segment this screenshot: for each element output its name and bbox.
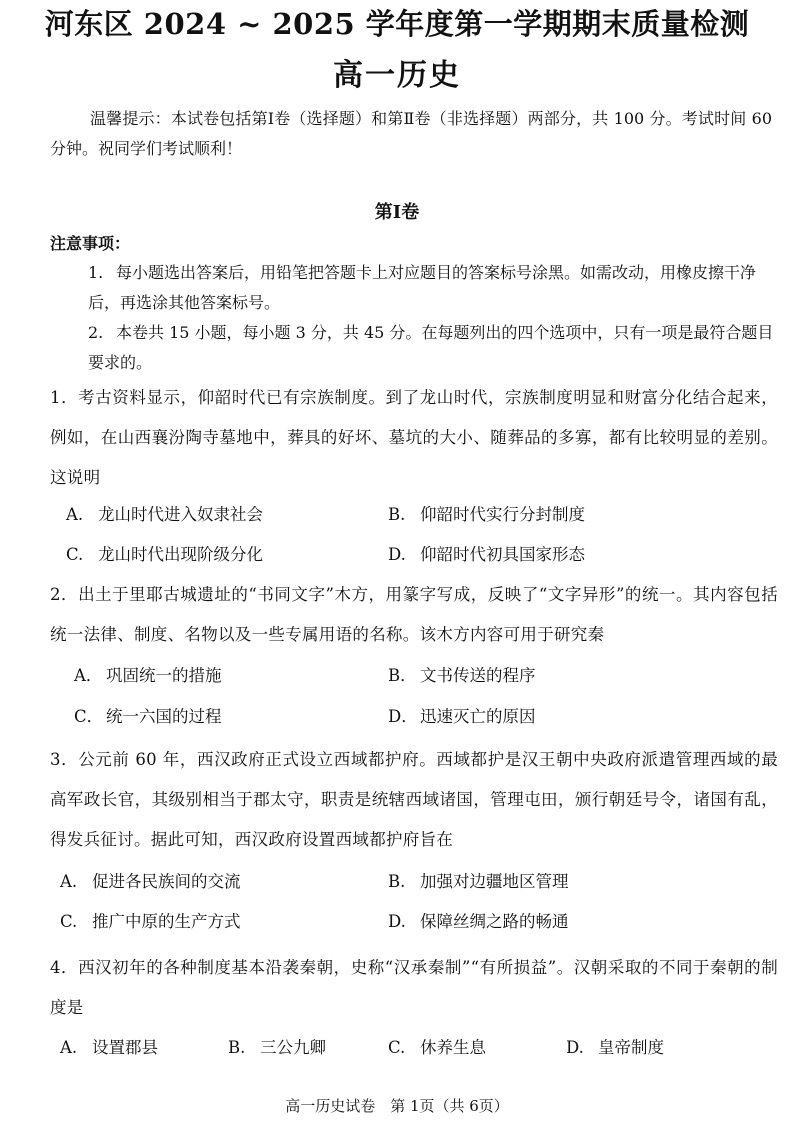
- option-letter: C.: [60, 912, 78, 931]
- option-text: 仰韶时代实行分封制度: [420, 505, 585, 524]
- option-letter: C．: [74, 707, 104, 726]
- option-letter: C.: [388, 1038, 406, 1057]
- notice-item: [88, 258, 776, 318]
- question-2-stem: 2．出土于里耶古城遗址的“书同文字”木方，用篆字写成，反映了“文字异形”的统一。其内容包括统一法律、制度、名物以及一些专属用语的名称。该木方内容可用于研究秦: [50, 585, 778, 644]
- question-1-option-d: [388, 543, 585, 567]
- option-letter: D.: [388, 912, 406, 931]
- option-letter: A.: [66, 505, 84, 524]
- option-text: 统一六国的过程: [106, 707, 222, 726]
- section-title: 第Ⅰ卷: [374, 202, 420, 223]
- question-3-stem: 3．公元前 60 年，西汉政府正式设立西域都护府。西域都护是汉王朝中央政府派遣管理西域的最高军政长官，其级别相当于郡太守，职责是统辖西域诸国，管理屯田，颁行朝廷号令，诸国有乱，得发兵征讨。据此可知，西汉政府设置西域都护府旨在: [50, 750, 778, 849]
- option-text: 保障丝绸之路的畅通: [420, 912, 569, 931]
- option-text: 迅速灭亡的原因: [420, 707, 536, 726]
- option-text: 加强对边疆地区管理: [420, 872, 569, 891]
- option-text: 三公九卿: [260, 1038, 326, 1057]
- option-text: 龙山时代进入奴隶社会: [98, 505, 263, 524]
- question-4-option-d: [566, 1036, 664, 1060]
- option-text: 推广中原的生产方式: [92, 912, 241, 931]
- question-2-option-c: [74, 705, 222, 729]
- option-letter: D．: [388, 707, 418, 726]
- question-1-option-a: [66, 503, 263, 527]
- option-letter: B.: [388, 872, 406, 891]
- question-3-option-b: [388, 870, 569, 894]
- question-4-option-b: [228, 1036, 326, 1060]
- subject-title: 高一历史: [333, 58, 461, 93]
- option-letter: A.: [60, 1038, 78, 1057]
- question-1-option-c: [66, 543, 263, 567]
- question-1-option-b: [388, 503, 585, 527]
- question-1-stem: 1．考古资料显示，仰韶时代已有宗族制度。到了龙山时代，宗族制度明显和财富分化结合起来，例如，在山西襄汾陶寺墓地中，葬具的好坏、墓坑的大小、随葬品的多寡，都有比较明显的差别。这说明: [50, 388, 778, 487]
- option-text: 休养生息: [420, 1038, 486, 1057]
- option-text: 文书传送的程序: [420, 666, 536, 685]
- option-text: 龙山时代出现阶级分化: [98, 545, 263, 564]
- option-text: 设置郡县: [92, 1038, 158, 1057]
- question-4-option-a: [60, 1036, 158, 1060]
- option-letter: B.: [228, 1038, 246, 1057]
- option-letter: B.: [388, 505, 406, 524]
- question-2-option-a: [74, 664, 222, 688]
- notice-item: [88, 318, 776, 378]
- option-text: 促进各民族间的交流: [92, 872, 241, 891]
- option-letter: D.: [388, 545, 406, 564]
- option-text: 皇帝制度: [598, 1038, 664, 1057]
- page-footer: 高一历史试卷 第 1页（共 6页）: [285, 1097, 509, 1115]
- notice-item-number: 2.: [88, 323, 104, 342]
- question-3-option-a: [60, 870, 241, 894]
- option-text: 巩固统一的措施: [106, 666, 222, 685]
- option-letter: D.: [566, 1038, 584, 1057]
- question-2-option-b: [388, 664, 536, 688]
- option-letter: C.: [66, 545, 84, 564]
- notice-item-number: 1.: [88, 263, 104, 282]
- option-letter: A.: [60, 872, 78, 891]
- question-4-option-c: [388, 1036, 486, 1060]
- notice-heading: 注意事项：: [50, 234, 131, 253]
- notice-item-text: 本卷共 15 小题，每小题 3 分，共 45 分。在每题列出的四个选项中，只有一项是最符合题目要求的。: [88, 323, 774, 372]
- option-letter: B．: [388, 666, 417, 685]
- warm-tip: 温馨提示：本试卷包括第Ⅰ卷（选择题）和第Ⅱ卷（非选择题）两部分，共 100 分。考试时间 60 分钟。祝同学们考试顺利！: [50, 109, 772, 158]
- exam-title: 河东区 2024 ~ 2025 学年度第一学期期末质量检测: [44, 7, 750, 41]
- question-4-stem: 4．西汉初年的各种制度基本沿袭秦朝，史称“汉承秦制”“有所损益”。汉朝采取的不同于秦朝的制度是: [50, 958, 778, 1017]
- option-letter: A．: [74, 666, 103, 685]
- question-3-option-d: [388, 910, 569, 934]
- question-2-option-d: [388, 705, 536, 729]
- option-text: 仰韶时代初具国家形态: [420, 545, 585, 564]
- notice-item-text: 每小题选出答案后，用铅笔把答题卡上对应题目的答案标号涂黑。如需改动，用橡皮擦干净后，再选涂其他答案标号。: [88, 263, 757, 312]
- question-3-option-c: [60, 910, 241, 934]
